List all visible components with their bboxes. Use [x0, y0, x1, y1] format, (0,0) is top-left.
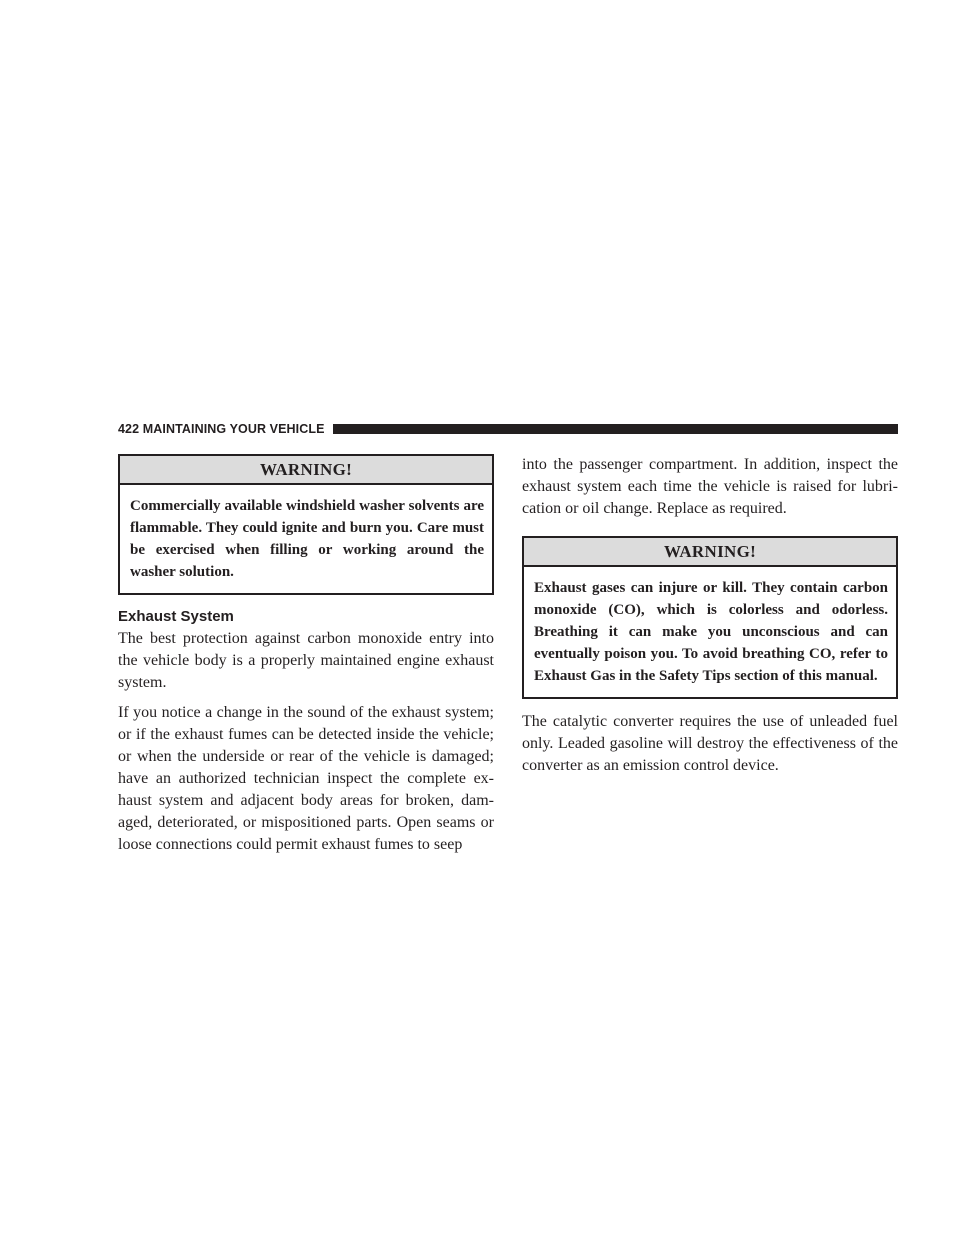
warning-title: WARNING! — [120, 456, 492, 485]
page-header — [118, 421, 898, 437]
exhaust-paragraph-2: If you notice a change in the sound of the exhaust system; or if the exhaust fumes can be detected inside the vehicle; or when the underside or rear of the vehicle is damaged; have an authorized technician inspect the complete ex-haust system and adjacent body areas for broken, dam-aged, deteriorated, or mispositioned parts. Open seams or loose connections could permit exhaust fumes to seep — [118, 704, 494, 853]
left-column — [118, 454, 494, 856]
washer-solvent-warning — [118, 454, 494, 595]
warning-body: Exhaust gases can injure or kill. They contain carbon monoxide (CO), which is colorless and odorless. Breathing it can make you unconscious and can eventually poison you. To avoid breathing CO, refer to Exhaust Gas in the Safety Tips section of this manual. — [534, 580, 888, 684]
header-rule — [333, 424, 898, 434]
warning-title: WARNING! — [524, 538, 896, 567]
continuation-paragraph: into the passenger compartment. In addition, inspect the exhaust system each time the vehicle is raised for lubri-cation or oil change. Replace as required. — [522, 456, 898, 517]
exhaust-paragraph-1: The best protection against carbon monoxide entry into the vehicle body is a properly maintained engine exhaust system. — [118, 630, 494, 691]
warning-body: Commercially available windshield washer solvents are flammable. They could ignite and burn you. Care must be exercised when filling or working around the washer solution. — [130, 498, 484, 580]
right-column — [522, 454, 898, 777]
exhaust-gas-warning — [522, 536, 898, 699]
page-number-title: 422 MAINTAINING YOUR VEHICLE — [118, 422, 325, 436]
section-heading-exhaust-system: Exhaust System — [118, 608, 234, 625]
catalytic-converter-paragraph: The catalytic converter requires the use of unleaded fuel only. Leaded gasoline will destroy the effectiveness of the converter as an emission control device. — [522, 713, 898, 774]
